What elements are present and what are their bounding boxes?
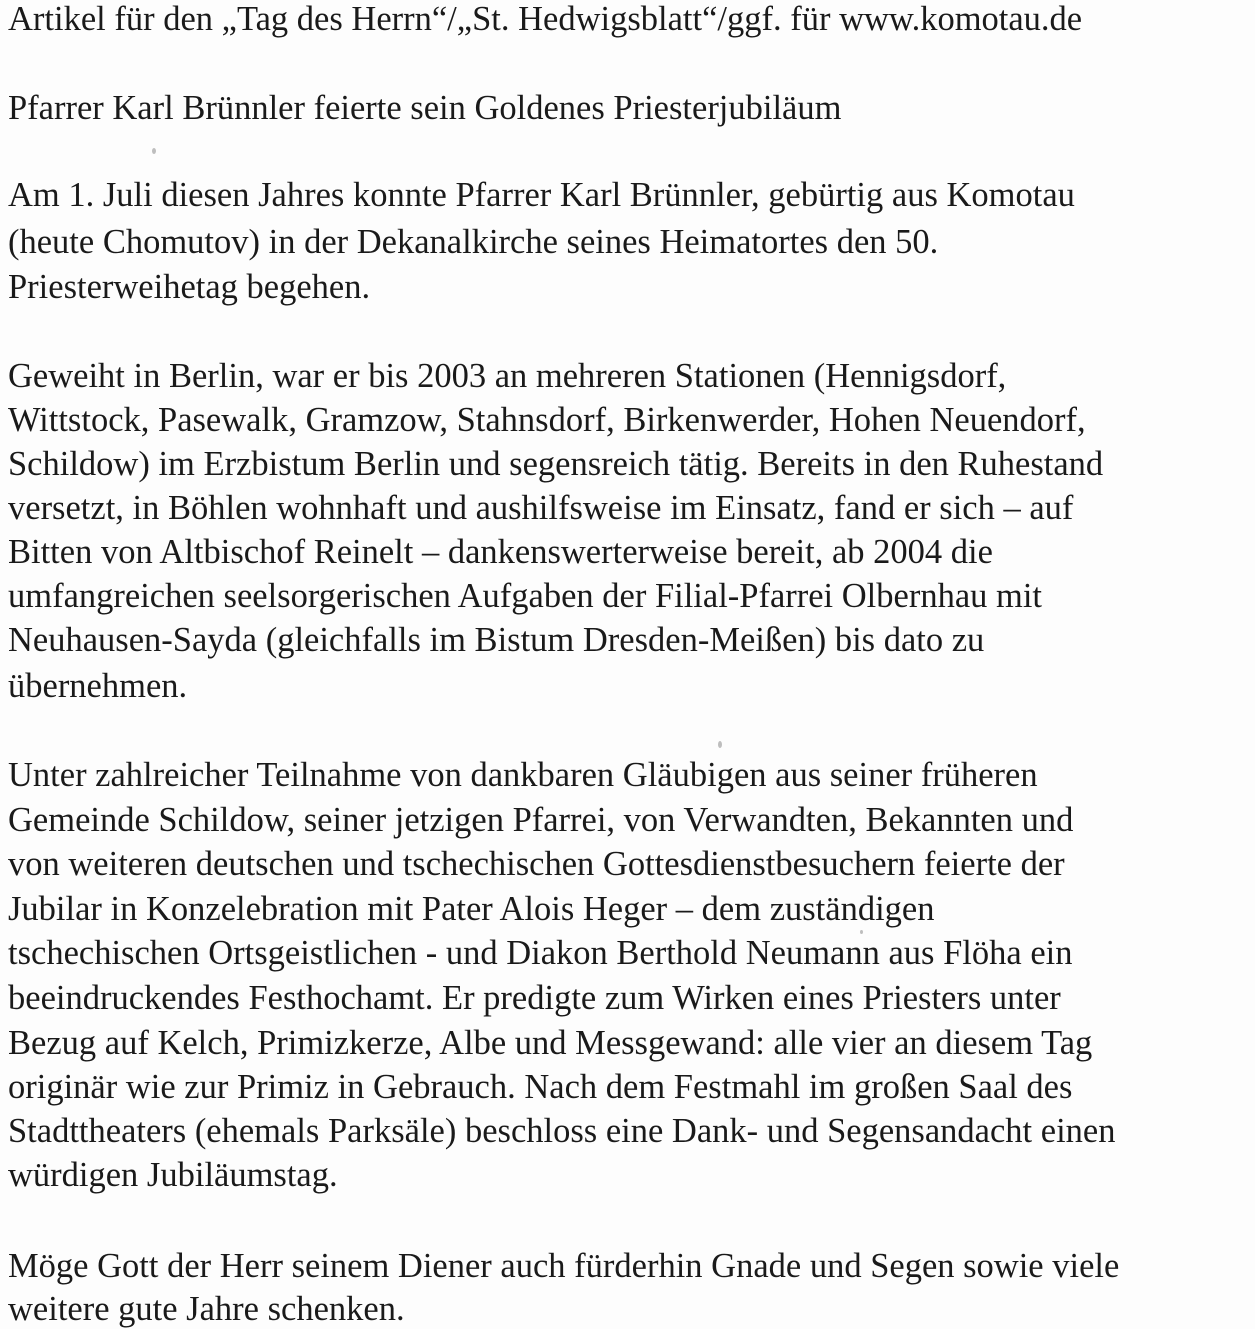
paragraph-3-line: tschechischen Ortsgeistlichen - und Diakon Berthold Neumann aus Flöha ein [8,934,1073,972]
paragraph-1-line: Priesterweihetag begehen. [8,268,371,306]
paragraph-3-line: Unter zahlreicher Teilnahme von dankbaren Gläubigen aus seiner früheren [8,756,1038,794]
scan-speck [860,930,863,934]
paragraph-3-line: Stadttheaters (ehemals Parksäle) beschloss eine Dank- und Segensandacht einen [8,1112,1116,1150]
paragraph-3-line: beeindruckendes Festhochamt. Er predigte zum Wirken eines Priesters unter [8,979,1061,1017]
paragraph-2-line: übernehmen. [8,667,188,705]
paragraph-2-line: Wittstock, Pasewalk, Gramzow, Stahnsdorf, Birkenwerder, Hohen Neuendorf, [8,401,1086,439]
paragraph-2-line: Schildow) im Erzbistum Berlin und segensreich tätig. Bereits in den Ruhestand [8,445,1104,483]
paragraph-3-line: würdigen Jubiläumstag. [8,1156,338,1194]
paragraph-1-line: (heute Chomutov) in der Dekanalkirche seines Heimatortes den 50. [8,223,939,261]
paragraph-2-line: Bitten von Altbischof Reinelt – dankenswerterweise bereit, ab 2004 die [8,533,993,571]
paragraph-3-line: originär wie zur Primiz in Gebrauch. Nach dem Festmahl im großen Saal des [8,1068,1073,1106]
paragraph-3-line: von weiteren deutschen und tschechischen Gottesdienstbesuchern feierte der [8,845,1065,883]
paragraph-2-line: umfangreichen seelsorgerischen Aufgaben der Filial-Pfarrei Olbernhau mit [8,577,1043,615]
paragraph-1-line: Am 1. Juli diesen Jahres konnte Pfarrer Karl Brünnler, gebürtig aus Komotau [8,176,1075,214]
header-line: Artikel für den „Tag des Herrn“/„St. Hedwigsblatt“/ggf. für www.komotau.de [8,0,1083,38]
paragraph-2-line: Neuhausen-Sayda (gleichfalls im Bistum Dresden-Meißen) bis dato zu [8,621,985,659]
document-title: Pfarrer Karl Brünnler feierte sein Goldenes Priesterjubiläum [8,89,842,127]
paragraph-3-line: Bezug auf Kelch, Primizkerze, Albe und Messgewand: alle vier an diesem Tag [8,1024,1093,1062]
paragraph-4-line: Möge Gott der Herr seinem Diener auch fürderhin Gnade und Segen sowie viele [8,1247,1120,1285]
paragraph-2-line: Geweiht in Berlin, war er bis 2003 an mehreren Stationen (Hennigsdorf, [8,357,1007,395]
paragraph-4-line: weitere gute Jahre schenken. [8,1290,405,1328]
paragraph-2-line: versetzt, in Böhlen wohnhaft und aushilfsweise im Einsatz, fand er sich – auf [8,489,1074,527]
paragraph-3-line: Jubilar in Konzelebration mit Pater Alois Heger – dem zuständigen [8,890,935,928]
paragraph-3-line: Gemeinde Schildow, seiner jetzigen Pfarrei, von Verwandten, Bekannten und [8,801,1074,839]
scan-speck [152,148,156,154]
scan-speck [718,741,722,748]
